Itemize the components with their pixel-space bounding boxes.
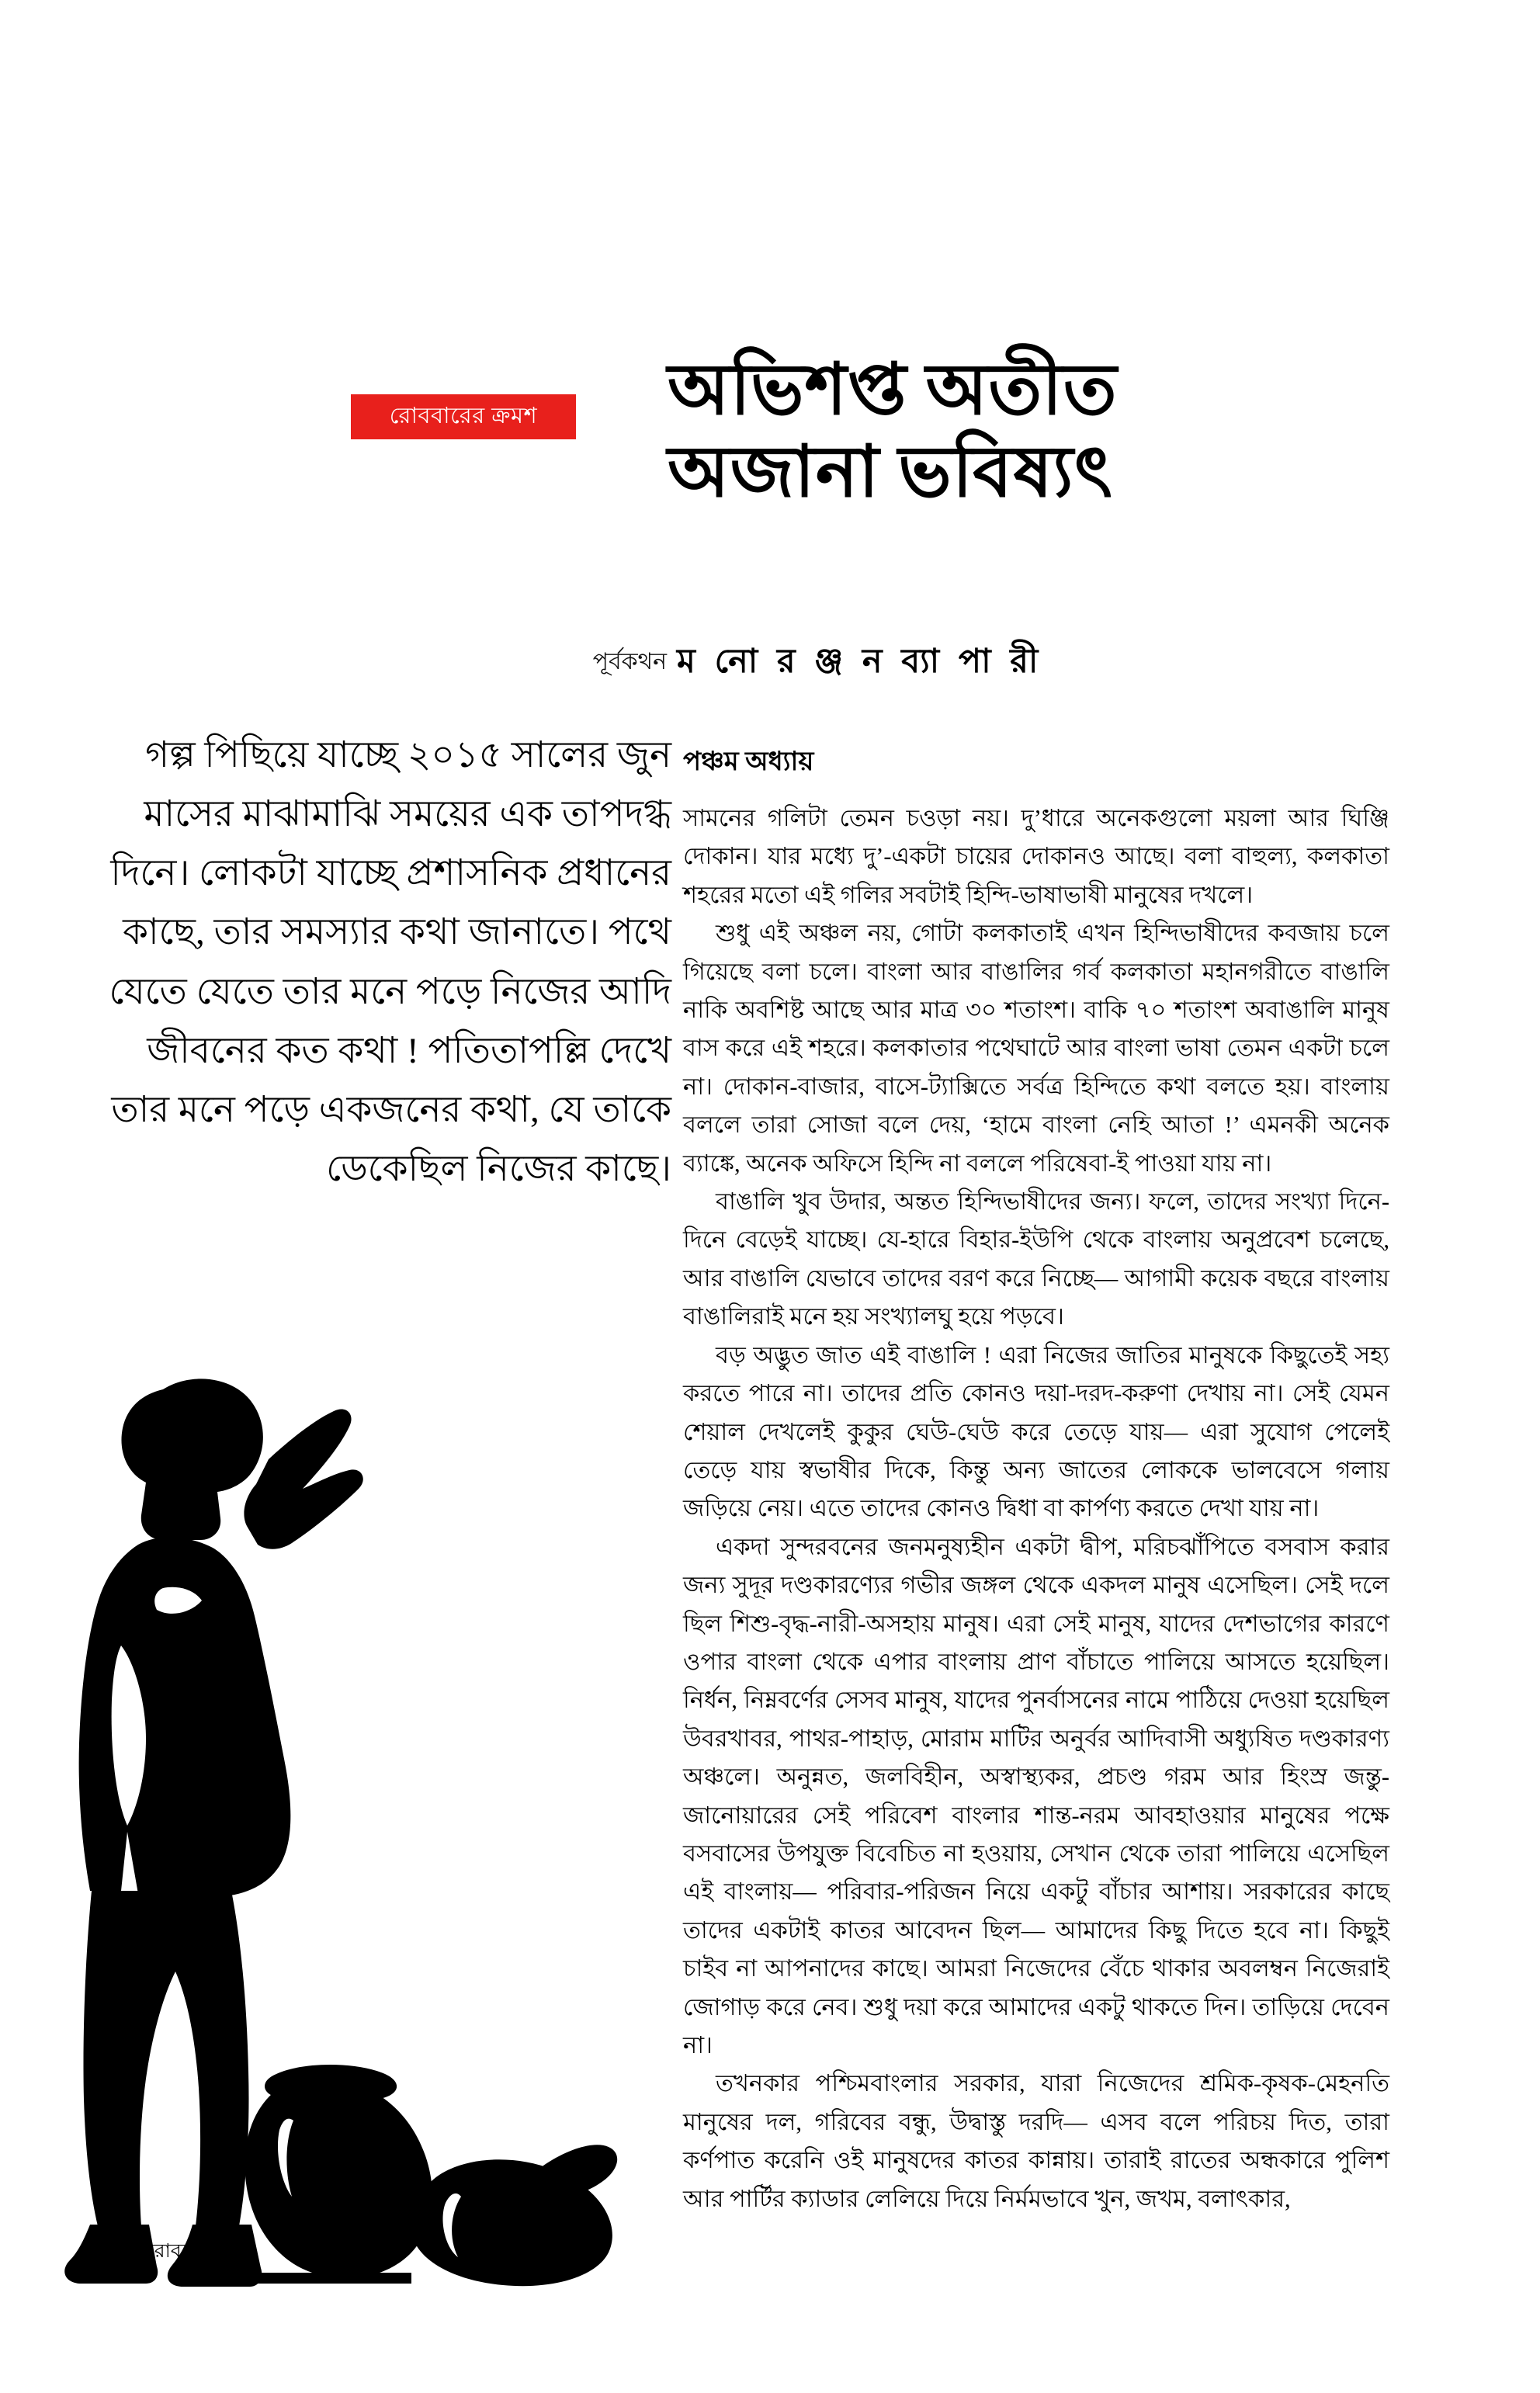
intro-standfirst: গল্প পিছিয়ে যাচ্ছে ২০১৫ সালের জুন মাসের মাঝামাঝি সময়ের এক তাপদগ্ধ দিনে। লোকটা যাচ্ছে প্রশাসনিক প্রধানের কাছে, তার সমস্যার কথা জানাতে। পথে যেতে যেতে তার মনে পড়ে নিজের আদি জীবনের কত কথা ! পতিতাপল্লি দেখে তার মনে পড়ে একজনের কথা, যে তাকে ডেকেছিল নিজের কাছে। xyxy=(109,735,671,1189)
chapter-heading: পঞ্চম অধ্যায় xyxy=(683,747,814,776)
title-line-2: অজানা ভবিষ্যৎ xyxy=(668,432,1113,512)
serial-badge: রোববারের ক্রমশ xyxy=(351,394,576,439)
page-folio: ২৬ রোববার xyxy=(116,2241,209,2262)
article-title xyxy=(668,349,1459,514)
silhouette-illustration xyxy=(47,1366,660,2321)
body-paragraph: সামনের গলিটা তেমন চওড়া নয়। দু’ধারে অনেকগুলো ময়লা আর ঘিঞ্জি দোকান। যার মধ্যে দু’-একটা চায়ের দোকানও আছে। বলা বাহুল্য, কলকাতা শহরের মতো এই গলির সবটাই হিন্দি-ভাষাভাষী মানুষের দখলে। xyxy=(683,805,1389,908)
body-paragraph: বাঙালি খুব উদার, অন্তত হিন্দিভাষীদের জন্য। ফলে, তাদের সংখ্যা দিনে-দিনে বেড়েই যাচ্ছে। যে-হারে বিহার-ইউপি থেকে বাংলায় অনুপ্রবেশ চলেছে, আর বাঙালি যেভাবে তাদের বরণ করে নিচ্ছে— আগামী কয়েক বছরে বাংলায় বাঙালিরাই মনে হয় সংখ্যালঘু হয়ে পড়বে। xyxy=(683,1188,1389,1330)
body-paragraph: বড় অদ্ভুত জাত এই বাঙালি ! এরা নিজের জাতির মানুষকে কিছুতেই সহ্য করতে পারে না। তাদের প্রতি কোনও দয়া-দরদ-করুণা দেখায় না। সেই যেমন শেয়াল দেখলেই কুকুর ঘেউ-ঘেউ করে তেড়ে যায়— এরা সুযোগ পেলেই তেড়ে যায় স্বভাষীর দিকে, কিন্তু অন্য জাতের লোককে ভালবেসে গলায় জড়িয়ে নেয়। এতে তাদের কোনও দ্বিধা বা কার্পণ্য করতে দেখা যায় না। xyxy=(683,1341,1389,1522)
intro-label: পূর্বকথন xyxy=(592,649,667,675)
author-byline: ম নো র ঞ্জ ন ব্যা পা রী xyxy=(677,643,1044,680)
body-paragraph: একদা সুন্দরবনের জনমনুষ্যহীন একটা দ্বীপ, মরিচঝাঁপিতে বসবাস করার জন্য সুদূর দণ্ডকারণ্যের গভীর জঙ্গল থেকে একদল মানুষ এসেছিল। সেই দলে ছিল শিশু-বৃদ্ধ-নারী-অসহায় মানুষ। এরা সেই মানুষ, যাদের দেশভাগের কারণে ওপার বাংলা থেকে এপার বাংলায় প্রাণ বাঁচাতে পালিয়ে আসতে হয়েছিল। নির্ধন, নিম্নবর্ণের সেসব মানুষ, যাদের পুনর্বাসনের নামে পাঠিয়ে দেওয়া হয়েছিল উবরখাবর, পাথর-পাহাড়, মোরাম মাটির অনুর্বর আদিবাসী অধ্যুষিত দণ্ডকারণ্য অঞ্চলে। অনুন্নত, জলবিহীন, অস্বাস্থ্যকর, প্রচণ্ড গরম আর হিংস্র জন্তু-জানোয়ারের সেই পরিবেশ বাংলার শান্ত-নরম আবহাওয়ার মানুষের পক্ষে বসবাসের উপযুক্ত বিবেচিত না হওয়ায়, সেখান থেকে তারা পালিয়ে এসেছিল এই বাংলায়— পরিবার-পরিজন নিয়ে একটু বাঁচার আশায়। সরকারের কাছে তাদের একটাই কাতর আবেদন ছিল— আমাদের কিছু দিতে হবে না। কিছুই চাইব না আপনাদের কাছে। আমরা নিজেদের বেঁচে থাকার অবলম্বন নিজেরাই জোগাড় করে নেব। শুধু দয়া করে আমাদের একটু থাকতে দিন। তাড়িয়ে দেবেন না। xyxy=(683,1533,1389,2058)
article-body xyxy=(683,799,1389,2218)
title-line-1: অভিশপ্ত অতীত xyxy=(668,350,1118,429)
body-paragraph: তখনকার পশ্চিমবাংলার সরকার, যারা নিজেদের শ্রমিক-কৃষক-মেহনতি মানুষের দল, গরিবের বন্ধু, উদ্বাস্তু দরদি— এসব বলে পরিচয় দিত, তারা কর্ণপাত করেনি ওই মানুষদের কাতর কান্নায়। তারাই রাতের অন্ধকারে পুলিশ আর পার্টির ক্যাডার লেলিয়ে দিয়ে নির্মমভাবে খুন, জখম, বলাৎকার, xyxy=(683,2070,1389,2212)
body-paragraph: শুধু এই অঞ্চল নয়, গোটা কলকাতাই এখন হিন্দিভাষীদের কবজায় চলে গিয়েছে বলা চলে। বাংলা আর বাঙালির গর্ব কলকাতা মহানগরীতে বাঙালি নাকি অবশিষ্ট আছে আর মাত্র ৩০ শতাংশ। বাকি ৭০ শতাংশ অবাঙালি মানুষ বাস করে এই শহরে। কলকাতার পথেঘাটে আর বাংলা ভাষা তেমন একটা চলে না। দোকান-বাজার, বাসে-ট্যাক্সিতে সর্বত্র হিন্দিতে কথা বলতে হয়। বাংলায় বললে তারা সোজা বলে দেয়, ‘হামে বাংলা নেহি আতা !’ এমনকী অনেক ব্যাঙ্কে, অনেক অফিসে হিন্দি না বললে পরিষেবা-ই পাওয়া যায় না। xyxy=(683,920,1389,1177)
